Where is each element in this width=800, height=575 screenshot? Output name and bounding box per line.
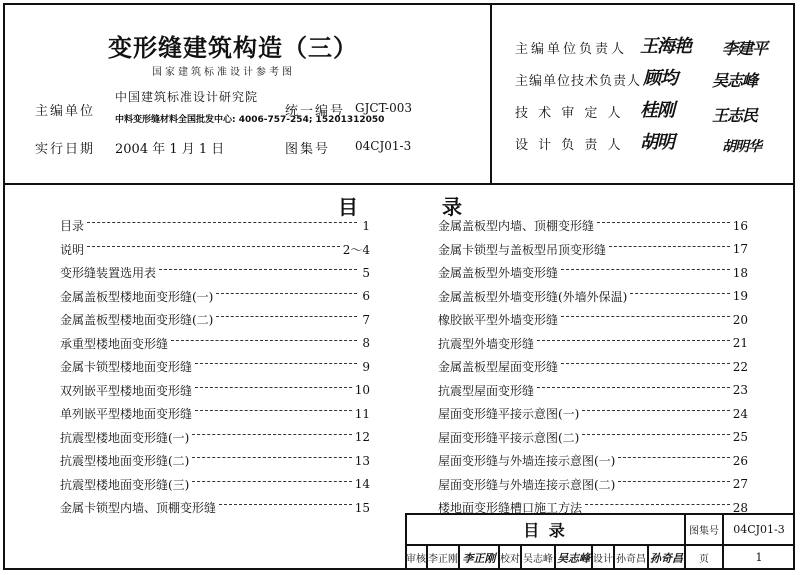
toc-entry-title: 金属卡锁型内墙、顶棚变形缝 — [60, 501, 217, 515]
signature-right-4: 胡明华 — [722, 139, 761, 155]
toc-entry[interactable] — [60, 496, 370, 519]
sign-label-design: 设 计 负 责 人 — [515, 138, 624, 153]
toc-leader-dots — [618, 481, 729, 482]
toc-entry-title: 金属卡锁型楼地面变形缝 — [60, 360, 193, 374]
toc-entry-page: 22 — [732, 359, 748, 374]
toc-entry-title: 抗震型外墙变形缝 — [438, 336, 535, 351]
header-divider — [3, 183, 795, 185]
toc-entry[interactable] — [60, 355, 370, 378]
toc-entry-page: 25 — [732, 430, 748, 444]
toc-entry[interactable] — [60, 238, 370, 261]
toc-leader-dots — [618, 457, 729, 458]
toc-leader-dots — [192, 434, 351, 435]
page-title: 变形缝建筑构造（三） — [108, 34, 358, 62]
toc-entry[interactable] — [60, 261, 370, 284]
toc-entry[interactable] — [438, 238, 748, 261]
page-label: 页 — [685, 545, 723, 570]
toc-entry-page: 9 — [362, 359, 370, 374]
toc-entry-title: 屋面变形缝平接示意图(二) — [438, 430, 580, 445]
toc-entry-page: 20 — [732, 312, 748, 327]
editor-unit-label: 主编单位 — [35, 104, 96, 119]
toc-entry[interactable] — [438, 308, 748, 331]
toc-entry-page: 17 — [732, 242, 748, 256]
toc-entry[interactable] — [60, 332, 370, 355]
effective-date-label: 实行日期 — [35, 142, 96, 157]
toc-entry-title: 屋面变形缝平接示意图(一) — [438, 407, 580, 421]
review-signature: 李正刚 — [459, 545, 499, 570]
toc-entry[interactable] — [438, 214, 748, 237]
toc-entry-page: 18 — [732, 265, 748, 280]
toc-heading-left: 目 — [338, 195, 358, 219]
toc-leader-dots — [597, 222, 730, 223]
toc-entry-title: 屋面变形缝与外墙连接示意图(二) — [438, 477, 616, 492]
toc-leader-dots — [561, 269, 730, 270]
unified-code-label: 统一编号 — [285, 104, 346, 119]
toc-entry-page: 23 — [732, 383, 748, 397]
design-name: 孙奇昌 — [614, 545, 648, 570]
toc-entry-title: 橡胶嵌平型外墙变形缝 — [438, 313, 559, 327]
sign-label-tech: 主编单位技术负责人 — [515, 74, 642, 89]
toc-entry-title: 说明 — [60, 242, 85, 257]
effective-date: 2004 年 1 月 1 日 — [115, 142, 225, 157]
toc-entry-title: 金属盖板型楼地面变形缝(一) — [60, 289, 214, 304]
toc-entry-title: 金属盖板型屋面变形缝 — [438, 360, 559, 374]
signature-right-2: 吴志峰 — [712, 71, 758, 90]
check-name: 吴志峰 — [521, 545, 555, 570]
review-label: 审核 — [405, 545, 427, 570]
atlas-no: 04CJ01-3 — [355, 139, 412, 153]
toc-entry-title: 金属盖板型外墙变形缝 — [438, 266, 559, 280]
toc-entry[interactable] — [60, 379, 370, 402]
toc-leader-dots — [195, 387, 352, 388]
toc-entry-page: 6 — [362, 289, 370, 303]
toc-entry-page: 13 — [354, 453, 370, 468]
toc-leader-dots — [219, 504, 352, 505]
signature-chief: 王海艳 — [640, 36, 691, 57]
toc-entry-title: 金属盖板型外墙变形缝(外墙外保温) — [438, 289, 628, 304]
toc-entry[interactable] — [438, 473, 748, 496]
toc-entry-page: 15 — [354, 500, 370, 515]
toc-entry-page: 12 — [354, 430, 370, 444]
toc-entry-page: 7 — [362, 312, 370, 327]
toc-leader-dots — [582, 410, 729, 411]
title-block-atlas-no: 04CJ01-3 — [723, 513, 795, 545]
header-vertical-divider — [490, 3, 492, 183]
page-number: 1 — [723, 545, 795, 570]
toc-entry-page: 1 — [362, 218, 370, 233]
toc-entry-page: 11 — [354, 406, 370, 421]
design-label: 设计 — [592, 545, 614, 570]
sign-label-review: 技 术 审 定 人 — [515, 106, 624, 121]
sign-label-chief: 主编单位负责人 — [515, 42, 628, 57]
toc-entry-title: 单列嵌平型楼地面变形缝 — [60, 407, 193, 421]
toc-entry[interactable] — [60, 308, 370, 331]
toc-leader-dots — [192, 481, 351, 482]
toc-leader-dots — [537, 387, 730, 388]
distributor-line: 中料变形缝材料全国批发中心: 4006-757-254; 15201312050 — [115, 115, 385, 125]
title-block-atlas-label: 图集号 — [685, 513, 723, 545]
check-label: 校对 — [499, 545, 521, 570]
toc-entry-title: 抗震型楼地面变形缝(二) — [60, 454, 190, 468]
toc-leader-dots — [171, 340, 357, 341]
toc-entry-page: 10 — [354, 383, 370, 397]
toc-entry[interactable] — [438, 449, 748, 472]
toc-leader-dots — [87, 246, 340, 247]
toc-entry-page: 5 — [362, 265, 370, 280]
toc-entry-title: 金属盖板型内墙、顶棚变形缝 — [438, 219, 595, 233]
toc-entry[interactable] — [438, 355, 748, 378]
review-name: 李正刚 — [427, 545, 459, 570]
toc-entry-page: 27 — [732, 477, 748, 491]
toc-entry[interactable] — [438, 402, 748, 425]
toc-entry-page: 19 — [732, 289, 748, 303]
toc-entry-page: 26 — [732, 453, 748, 468]
toc-leader-dots — [537, 340, 730, 341]
signature-review: 桂刚 — [640, 100, 674, 121]
toc-heading-right: 录 — [442, 195, 462, 219]
toc-entry-page: 28 — [732, 500, 748, 515]
toc-entry[interactable] — [60, 426, 370, 449]
toc-leader-dots — [561, 316, 730, 317]
editor-unit: 中国建筑标准设计研究院 — [115, 90, 259, 104]
toc-entry-title: 屋面变形缝与外墙连接示意图(一) — [438, 454, 616, 468]
toc-leader-dots — [216, 293, 357, 294]
toc-leader-dots — [192, 457, 351, 458]
toc-leader-dots — [195, 410, 352, 411]
toc-entry[interactable] — [438, 379, 748, 402]
toc-leader-dots — [561, 363, 730, 364]
toc-entry[interactable] — [438, 332, 748, 355]
toc-entry-title: 金属盖板型楼地面变形缝(二) — [60, 313, 214, 327]
signature-right-1: 李建平 — [722, 39, 768, 58]
signature-right-3: 王志民 — [712, 106, 758, 125]
check-signature: 吴志峰 — [555, 545, 592, 570]
toc-leader-dots — [195, 363, 357, 364]
toc-entry-title: 目录 — [60, 219, 85, 233]
title-block-name: 目 录 — [405, 513, 685, 545]
toc-entry-title: 抗震型楼地面变形缝(三) — [60, 477, 190, 492]
toc-entry[interactable] — [438, 285, 748, 308]
toc-leader-dots — [630, 293, 729, 294]
toc-entry-page: 8 — [362, 336, 370, 350]
toc-entry[interactable] — [60, 473, 370, 496]
page-subtitle: 国家建筑标准设计参考图 — [152, 67, 295, 78]
toc-entry-title: 变形缝装置选用表 — [60, 266, 157, 280]
toc-entry-title: 抗震型屋面变形缝 — [438, 383, 535, 398]
toc-entry[interactable] — [60, 214, 370, 237]
toc-entry-page: 14 — [354, 477, 370, 491]
toc-leader-dots — [609, 246, 730, 247]
toc-entry-page: 16 — [732, 218, 748, 233]
toc-leader-dots — [582, 434, 729, 435]
atlas-no-label: 图集号 — [285, 142, 331, 157]
toc-entry-title: 双列嵌平型楼地面变形缝 — [60, 383, 193, 398]
toc-entry[interactable] — [438, 261, 748, 284]
toc-entry[interactable] — [60, 402, 370, 425]
toc-leader-dots — [216, 316, 357, 317]
signature-tech: 顾均 — [643, 68, 677, 89]
toc-leader-dots — [585, 504, 730, 505]
toc-entry[interactable] — [438, 426, 748, 449]
toc-entry[interactable] — [60, 285, 370, 308]
unified-code: GJCT-003 — [355, 101, 412, 115]
toc-entry[interactable] — [60, 449, 370, 472]
toc-entry-page: 21 — [732, 336, 748, 350]
toc-leader-dots — [87, 222, 357, 223]
design-signature: 孙奇昌 — [648, 545, 685, 570]
toc-entry-title: 抗震型楼地面变形缝(一) — [60, 430, 190, 445]
signature-design: 胡明 — [640, 132, 674, 153]
toc-entry-page: 24 — [732, 406, 748, 421]
toc-entry-title: 承重型楼地面变形缝 — [60, 336, 169, 351]
toc-entry-page: 2～4 — [342, 242, 370, 257]
toc-entry-title: 金属卡锁型与盖板型吊顶变形缝 — [438, 242, 607, 257]
toc-leader-dots — [159, 269, 357, 270]
toc-entry-title: 楼地面变形缝槽口施工方法 — [438, 501, 583, 515]
